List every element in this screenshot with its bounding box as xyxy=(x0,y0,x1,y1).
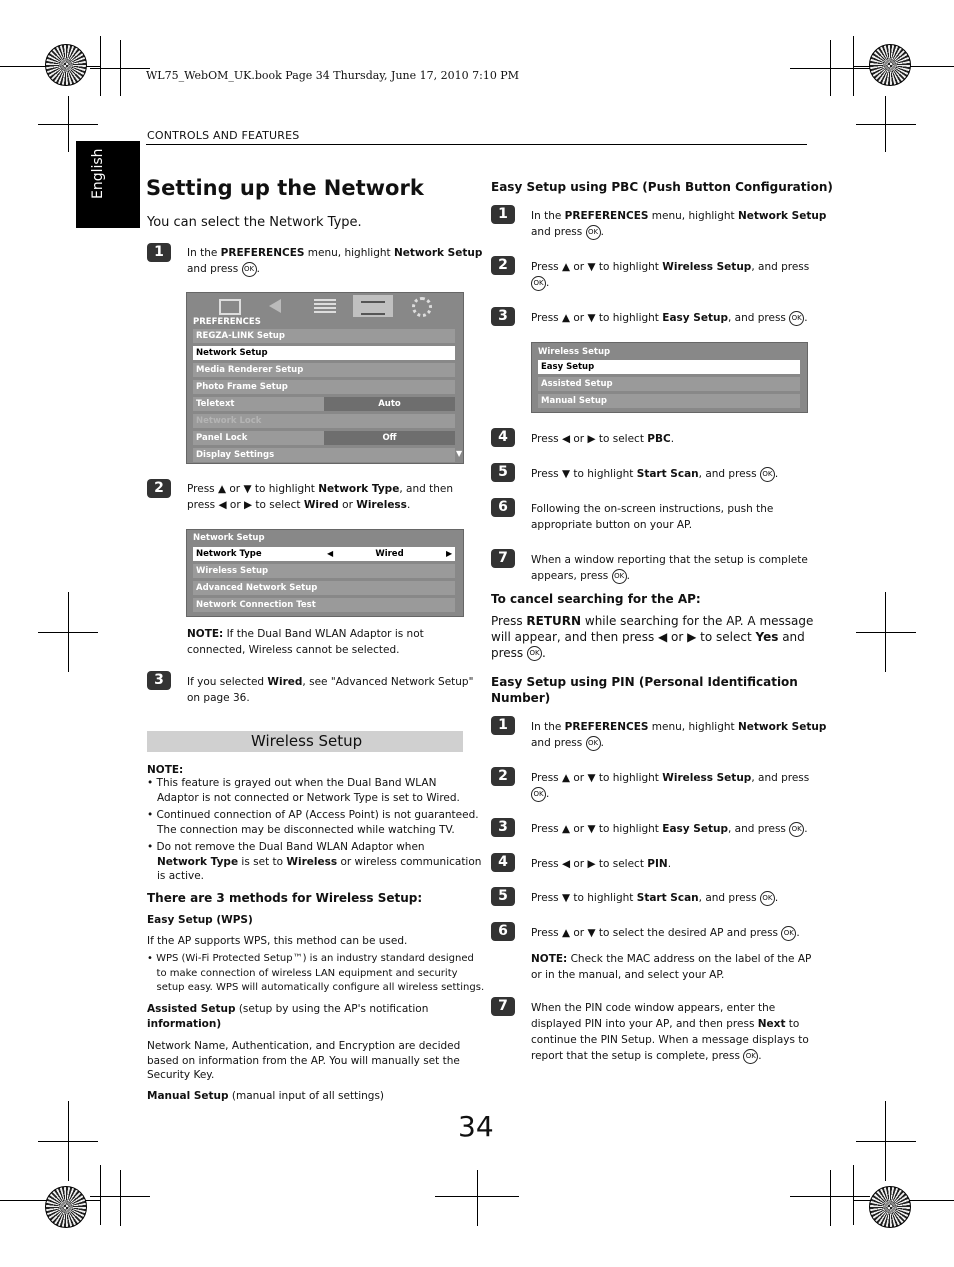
menu-row[interactable]: Teletext Auto xyxy=(193,397,455,411)
step-number: 5 xyxy=(491,463,515,482)
wireless-setup-heading: Wireless Setup xyxy=(147,731,463,752)
ok-button-icon: OK xyxy=(789,822,804,837)
step-number: 1 xyxy=(491,716,515,735)
sound-icon xyxy=(257,295,297,317)
step-number: 6 xyxy=(491,922,515,941)
step-text: In the PREFERENCES menu, highlight Network Setup and press OK . xyxy=(531,210,827,238)
file-info: WL75_WebOM_UK.book Page 34 Thursday, June 17, 2010 7:10 PM xyxy=(146,69,519,82)
menu-row-value: Wired xyxy=(375,549,404,559)
menu-row[interactable]: Wireless Setup xyxy=(193,564,455,578)
menu-row[interactable]: Display Settings xyxy=(193,448,455,462)
step-text: Press ◀ or ▶ to select PBC. xyxy=(531,433,675,445)
menu-row-selected[interactable]: Network Setup xyxy=(193,346,455,360)
registration-rosette xyxy=(869,44,911,86)
step-text: If you selected Wired, see "Advanced Network Setup" on page 36. xyxy=(187,676,474,704)
page-title: Setting up the Network xyxy=(146,176,424,200)
step-number: 3 xyxy=(147,671,171,690)
menu-icon-bar xyxy=(187,295,463,317)
ok-button-icon: OK xyxy=(781,926,796,941)
menu-row[interactable]: Panel Lock Off xyxy=(193,431,455,445)
settings-list-icon xyxy=(305,295,345,317)
step-text: Press ▲ or ▼ to select the desired AP and press OK . xyxy=(531,927,800,939)
ok-button-icon: OK xyxy=(586,736,601,751)
menu-row-selected[interactable]: Network Type ◀ Wired ▶ xyxy=(193,547,455,561)
ok-button-icon: OK xyxy=(242,262,257,277)
ok-button-icon: OK xyxy=(527,646,542,661)
menu-row[interactable]: Photo Frame Setup xyxy=(193,380,455,394)
menu-row-value: Off xyxy=(324,431,455,445)
step-number: 5 xyxy=(491,887,515,906)
step-text: Press ▲ or ▼ to highlight Easy Setup, and press OK . xyxy=(531,823,808,835)
ok-button-icon: OK xyxy=(586,225,601,240)
wireless-setup-menu xyxy=(531,342,808,413)
picture-icon xyxy=(209,295,249,317)
section-label: CONTROLS AND FEATURES xyxy=(147,129,300,142)
step-text: Press ▲ or ▼ to highlight Network Type, and then press ◀ or ▶ to select Wired or Wireless. xyxy=(187,483,453,511)
menu-row-disabled: Network Lock xyxy=(193,414,455,428)
ok-button-icon: OK xyxy=(612,569,627,584)
pbc-heading: Easy Setup using PBC (Push Button Configuration) xyxy=(491,180,833,194)
menu-row[interactable]: Assisted Setup xyxy=(538,377,800,391)
registration-rosette xyxy=(45,1186,87,1228)
arrow-left-icon[interactable]: ◀ xyxy=(327,549,334,558)
step-number: 6 xyxy=(491,498,515,517)
step-number: 4 xyxy=(491,428,515,447)
menu-row[interactable]: Advanced Network Setup xyxy=(193,581,455,595)
step-number: 7 xyxy=(491,997,515,1016)
assisted-text: Network Name, Authentication, and Encryption are decided based on information from the AP. You will manually set the Security Key. xyxy=(147,1040,461,1081)
note-text: NOTE: If the Dual Band WLAN Adaptor is not connected, Wireless cannot be selected. xyxy=(187,628,424,656)
step-text: Press ▲ or ▼ to highlight Easy Setup, and press OK . xyxy=(531,312,808,324)
note-bullets: • This feature is grayed out when the Dual Band WLAN Adaptor is not connected or Network Type is set to Wired. • Continued connection of AP (Access Point) is not guaranteed. The connection may be disconnected while watching TV. • Do not remove the Dual Band WLAN Adaptor when Network Type is set to Wireless or wireless communication is active. xyxy=(147,777,482,882)
arrow-right-icon[interactable]: ▶ xyxy=(446,549,453,558)
menu-title: Network Setup xyxy=(193,533,265,543)
step-number: 2 xyxy=(147,479,171,498)
menu-row[interactable]: Media Renderer Setup xyxy=(193,363,455,377)
gear-icon xyxy=(401,295,441,317)
cancel-text: Press RETURN while searching for the AP. A message will appear, and then press ◀ or ▶ to select Yes and press OK . xyxy=(491,614,814,660)
header-rule xyxy=(146,144,807,145)
preferences-menu xyxy=(186,292,464,464)
step-text: Press ▲ or ▼ to highlight Wireless Setup, and press OK . xyxy=(531,772,810,800)
wps-text: If the AP supports WPS, this method can be used. xyxy=(147,935,408,947)
step-number: 3 xyxy=(491,818,515,837)
ok-button-icon: OK xyxy=(760,467,775,482)
ok-button-icon: OK xyxy=(531,787,546,802)
ok-button-icon: OK xyxy=(531,276,546,291)
step-text: Press ▼ to highlight Start Scan, and press OK . xyxy=(531,892,779,904)
menu-row-selected[interactable]: Easy Setup xyxy=(538,360,800,374)
wps-heading: Easy Setup (WPS) xyxy=(147,914,253,926)
menu-row[interactable]: REGZA-LINK Setup xyxy=(193,329,455,343)
step-number: 2 xyxy=(491,767,515,786)
registration-rosette xyxy=(45,44,87,86)
step-text: Press ▲ or ▼ to highlight Wireless Setup, and press OK . xyxy=(531,261,810,289)
wps-bullet: • WPS (Wi-Fi Protected Setup™) is an industry standard designed to make connection of wireless LAN equipment and security setup easy. WPS will automatically configure all wireless settings. xyxy=(147,953,485,993)
step-text: Press ◀ or ▶ to select PIN. xyxy=(531,858,672,870)
pin-heading: Easy Setup using PIN (Personal Identification Number) xyxy=(491,675,798,705)
note-label: NOTE: xyxy=(147,764,184,776)
intro-text: You can select the Network Type. xyxy=(147,215,362,230)
pin-note: NOTE: Check the MAC address on the label of the AP or in the manual, and select your AP. xyxy=(531,953,812,981)
ok-button-icon: OK xyxy=(789,311,804,326)
menu-row-value: Auto xyxy=(324,397,455,411)
page-number: 34 xyxy=(458,1110,494,1143)
ok-button-icon: OK xyxy=(760,891,775,906)
ok-button-icon: OK xyxy=(743,1049,758,1064)
step-text: In the PREFERENCES menu, highlight Network Setup and press OK . xyxy=(187,247,483,275)
methods-heading: There are 3 methods for Wireless Setup: xyxy=(147,891,423,905)
cancel-heading: To cancel searching for the AP: xyxy=(491,592,701,606)
step-text: In the PREFERENCES menu, highlight Network Setup and press OK . xyxy=(531,721,827,749)
menu-row[interactable]: Network Connection Test xyxy=(193,598,455,612)
manual-heading: Manual Setup (manual input of all settings) xyxy=(147,1090,385,1102)
registration-rosette xyxy=(869,1186,911,1228)
step-number: 4 xyxy=(491,853,515,872)
menu-title: PREFERENCES xyxy=(193,317,261,327)
step-text: When the PIN code window appears, enter the displayed PIN into your AP, and then press Next to continue the PIN Setup. When a message displays to report that the setup is complete, press OK . xyxy=(531,1002,809,1062)
preferences-icon xyxy=(353,295,393,317)
scroll-down-icon[interactable]: ▼ xyxy=(456,449,463,458)
step-number: 1 xyxy=(491,205,515,224)
step-text: When a window reporting that the setup is complete appears, press OK . xyxy=(531,554,808,582)
language-tab: English xyxy=(76,141,140,228)
network-setup-menu xyxy=(186,529,464,617)
menu-title: Wireless Setup xyxy=(538,347,611,357)
menu-row[interactable]: Manual Setup xyxy=(538,394,800,408)
step-number: 2 xyxy=(491,256,515,275)
step-number: 3 xyxy=(491,307,515,326)
assisted-heading: Assisted Setup (setup by using the AP's notification information) xyxy=(147,1003,429,1030)
step-number: 1 xyxy=(147,243,171,262)
step-text: Following the on-screen instructions, push the appropriate button on your AP. xyxy=(531,503,774,531)
step-text: Press ▼ to highlight Start Scan, and press OK . xyxy=(531,468,779,480)
step-number: 7 xyxy=(491,549,515,568)
